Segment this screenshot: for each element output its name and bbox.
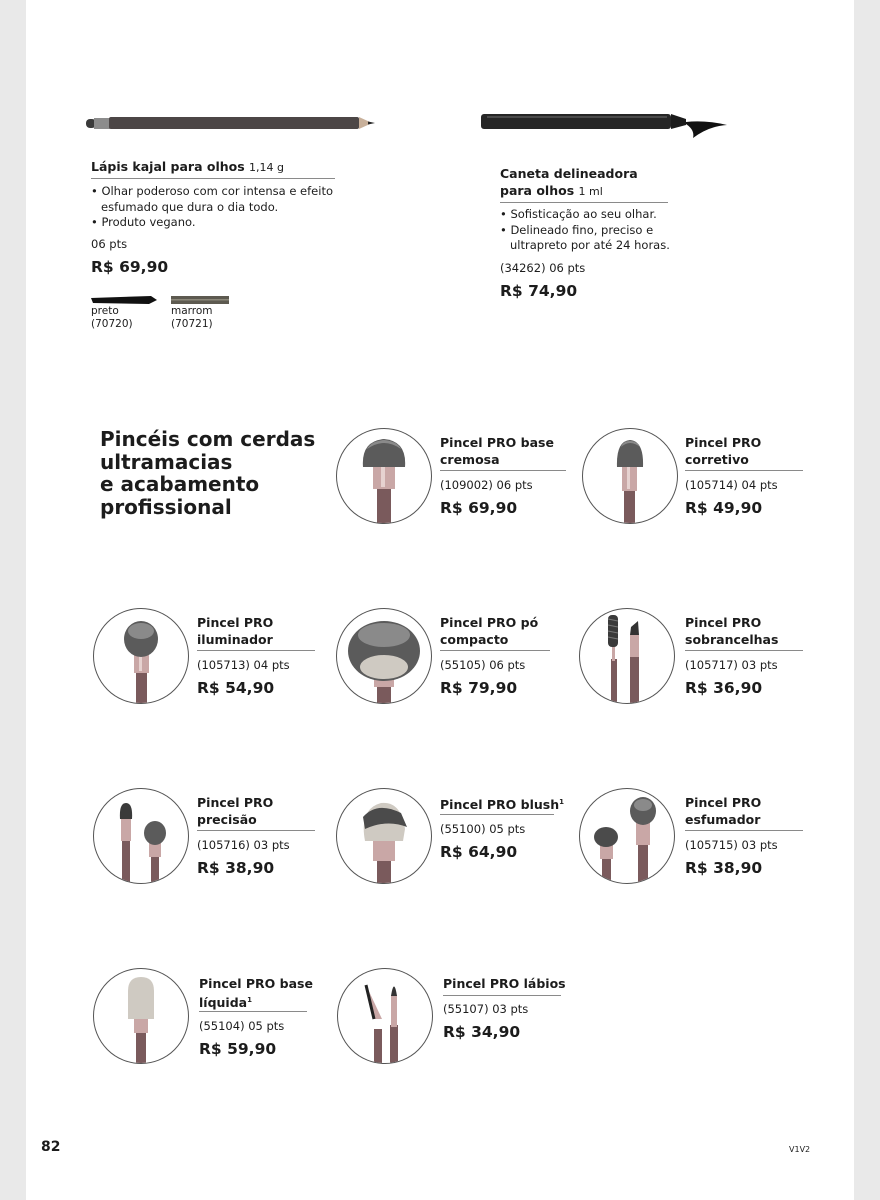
- brush-title-po-compacto: Pincel PRO pó compacto: [440, 615, 539, 647]
- brush-title-labios: Pincel PRO lábios: [443, 976, 566, 991]
- brush-price: R$ 69,90: [440, 499, 518, 517]
- brush-code-pts: (55107) 03 pts: [443, 1002, 529, 1016]
- brush-divider: [440, 470, 566, 471]
- brush-price: R$ 49,90: [685, 499, 763, 517]
- kajal-pts: 06 pts: [91, 237, 128, 251]
- brush-title-corretivo: Pincel PRO corretivo: [685, 435, 762, 467]
- brush-divider: [199, 1011, 307, 1012]
- brush-divider: [197, 830, 315, 831]
- brush-price: R$ 79,90: [440, 679, 518, 697]
- shade-swatch-marrom: [171, 290, 229, 300]
- brush-code-pts: (55100) 05 pts: [440, 822, 526, 836]
- kajal-title: Lápis kajal para olhos 1,14 g: [91, 159, 285, 174]
- brush-code-pts: (105713) 04 pts: [197, 658, 290, 672]
- eyeliner-bullets: • Sofisticação ao seu olhar. • Delineado fino, preciso e ultrapreto por até 24 horas.: [500, 207, 670, 252]
- brush-divider: [685, 650, 803, 651]
- shade-swatch-preto: [91, 290, 157, 300]
- kajal-pencil-image: [86, 112, 376, 134]
- eyeliner-pen-image: [481, 110, 729, 140]
- kajal-divider: [91, 178, 335, 179]
- brush-image-labios: [337, 968, 433, 1064]
- brush-divider: [685, 830, 803, 831]
- brush-price: R$ 38,90: [685, 859, 763, 877]
- brush-price: R$ 34,90: [443, 1023, 521, 1041]
- brush-image-base-cremosa: [336, 428, 432, 524]
- kajal-price: R$ 69,90: [91, 258, 169, 276]
- brush-image-sobrancelhas: [579, 608, 675, 704]
- brush-code-pts: (105717) 03 pts: [685, 658, 778, 672]
- brush-price: R$ 38,90: [197, 859, 275, 877]
- brush-image-iluminador: [93, 608, 189, 704]
- brush-code-pts: (105716) 03 pts: [197, 838, 290, 852]
- brush-title-sobrancelhas: Pincel PRO sobrancelhas: [685, 615, 779, 647]
- brush-divider: [197, 650, 315, 651]
- catalog-page: [26, 0, 854, 1200]
- eyeliner-price: R$ 74,90: [500, 282, 578, 300]
- version-code: V1V2: [789, 1145, 811, 1154]
- brush-divider: [443, 995, 561, 996]
- brush-divider: [440, 814, 554, 815]
- shade-label-preto: preto (70720): [91, 305, 133, 330]
- brush-code-pts: (109002) 06 pts: [440, 478, 533, 492]
- brush-price: R$ 59,90: [199, 1040, 277, 1058]
- section-heading: Pincéis com cerdas ultramacias e acabamento profissional: [100, 427, 316, 519]
- kajal-bullets: • Olhar poderoso com cor intensa e efeito esfumado que dura o dia todo. • Produto vegano.: [91, 184, 333, 229]
- brush-image-precisao: [93, 788, 189, 884]
- brush-price: R$ 54,90: [197, 679, 275, 697]
- page-number: 82: [41, 1139, 61, 1155]
- brush-code-pts: (55104) 05 pts: [199, 1019, 285, 1033]
- brush-price: R$ 36,90: [685, 679, 763, 697]
- brush-title-blush: Pincel PRO blush$^1$: [440, 797, 564, 813]
- brush-title-base-cremosa: Pincel PRO base cremosa: [440, 435, 554, 467]
- brush-title-esfumador: Pincel PRO esfumador: [685, 795, 762, 827]
- brush-price: R$ 64,90: [440, 843, 518, 861]
- brush-title-base-liquida: Pincel PRO base líquida$^1$: [199, 976, 313, 1011]
- brush-code-pts: (55105) 06 pts: [440, 658, 526, 672]
- brush-code-pts: (105715) 03 pts: [685, 838, 778, 852]
- brush-divider: [440, 650, 550, 651]
- brush-code-pts: (105714) 04 pts: [685, 478, 778, 492]
- brush-image-po-compacto: [336, 608, 432, 704]
- brush-image-corretivo: [582, 428, 678, 524]
- brush-image-base-liquida: [93, 968, 189, 1064]
- shade-label-marrom: marrom (70721): [171, 305, 213, 330]
- eyeliner-code-pts: (34262) 06 pts: [500, 261, 586, 275]
- brush-title-iluminador: Pincel PRO iluminador: [197, 615, 274, 647]
- eyeliner-divider: [500, 202, 668, 203]
- brush-image-blush: [336, 788, 432, 884]
- eyeliner-title: Caneta delineadora para olhos 1 ml: [500, 166, 638, 198]
- brush-title-precisao: Pincel PRO precisão: [197, 795, 274, 827]
- brush-image-esfumador: [579, 788, 675, 884]
- brush-divider: [685, 470, 803, 471]
